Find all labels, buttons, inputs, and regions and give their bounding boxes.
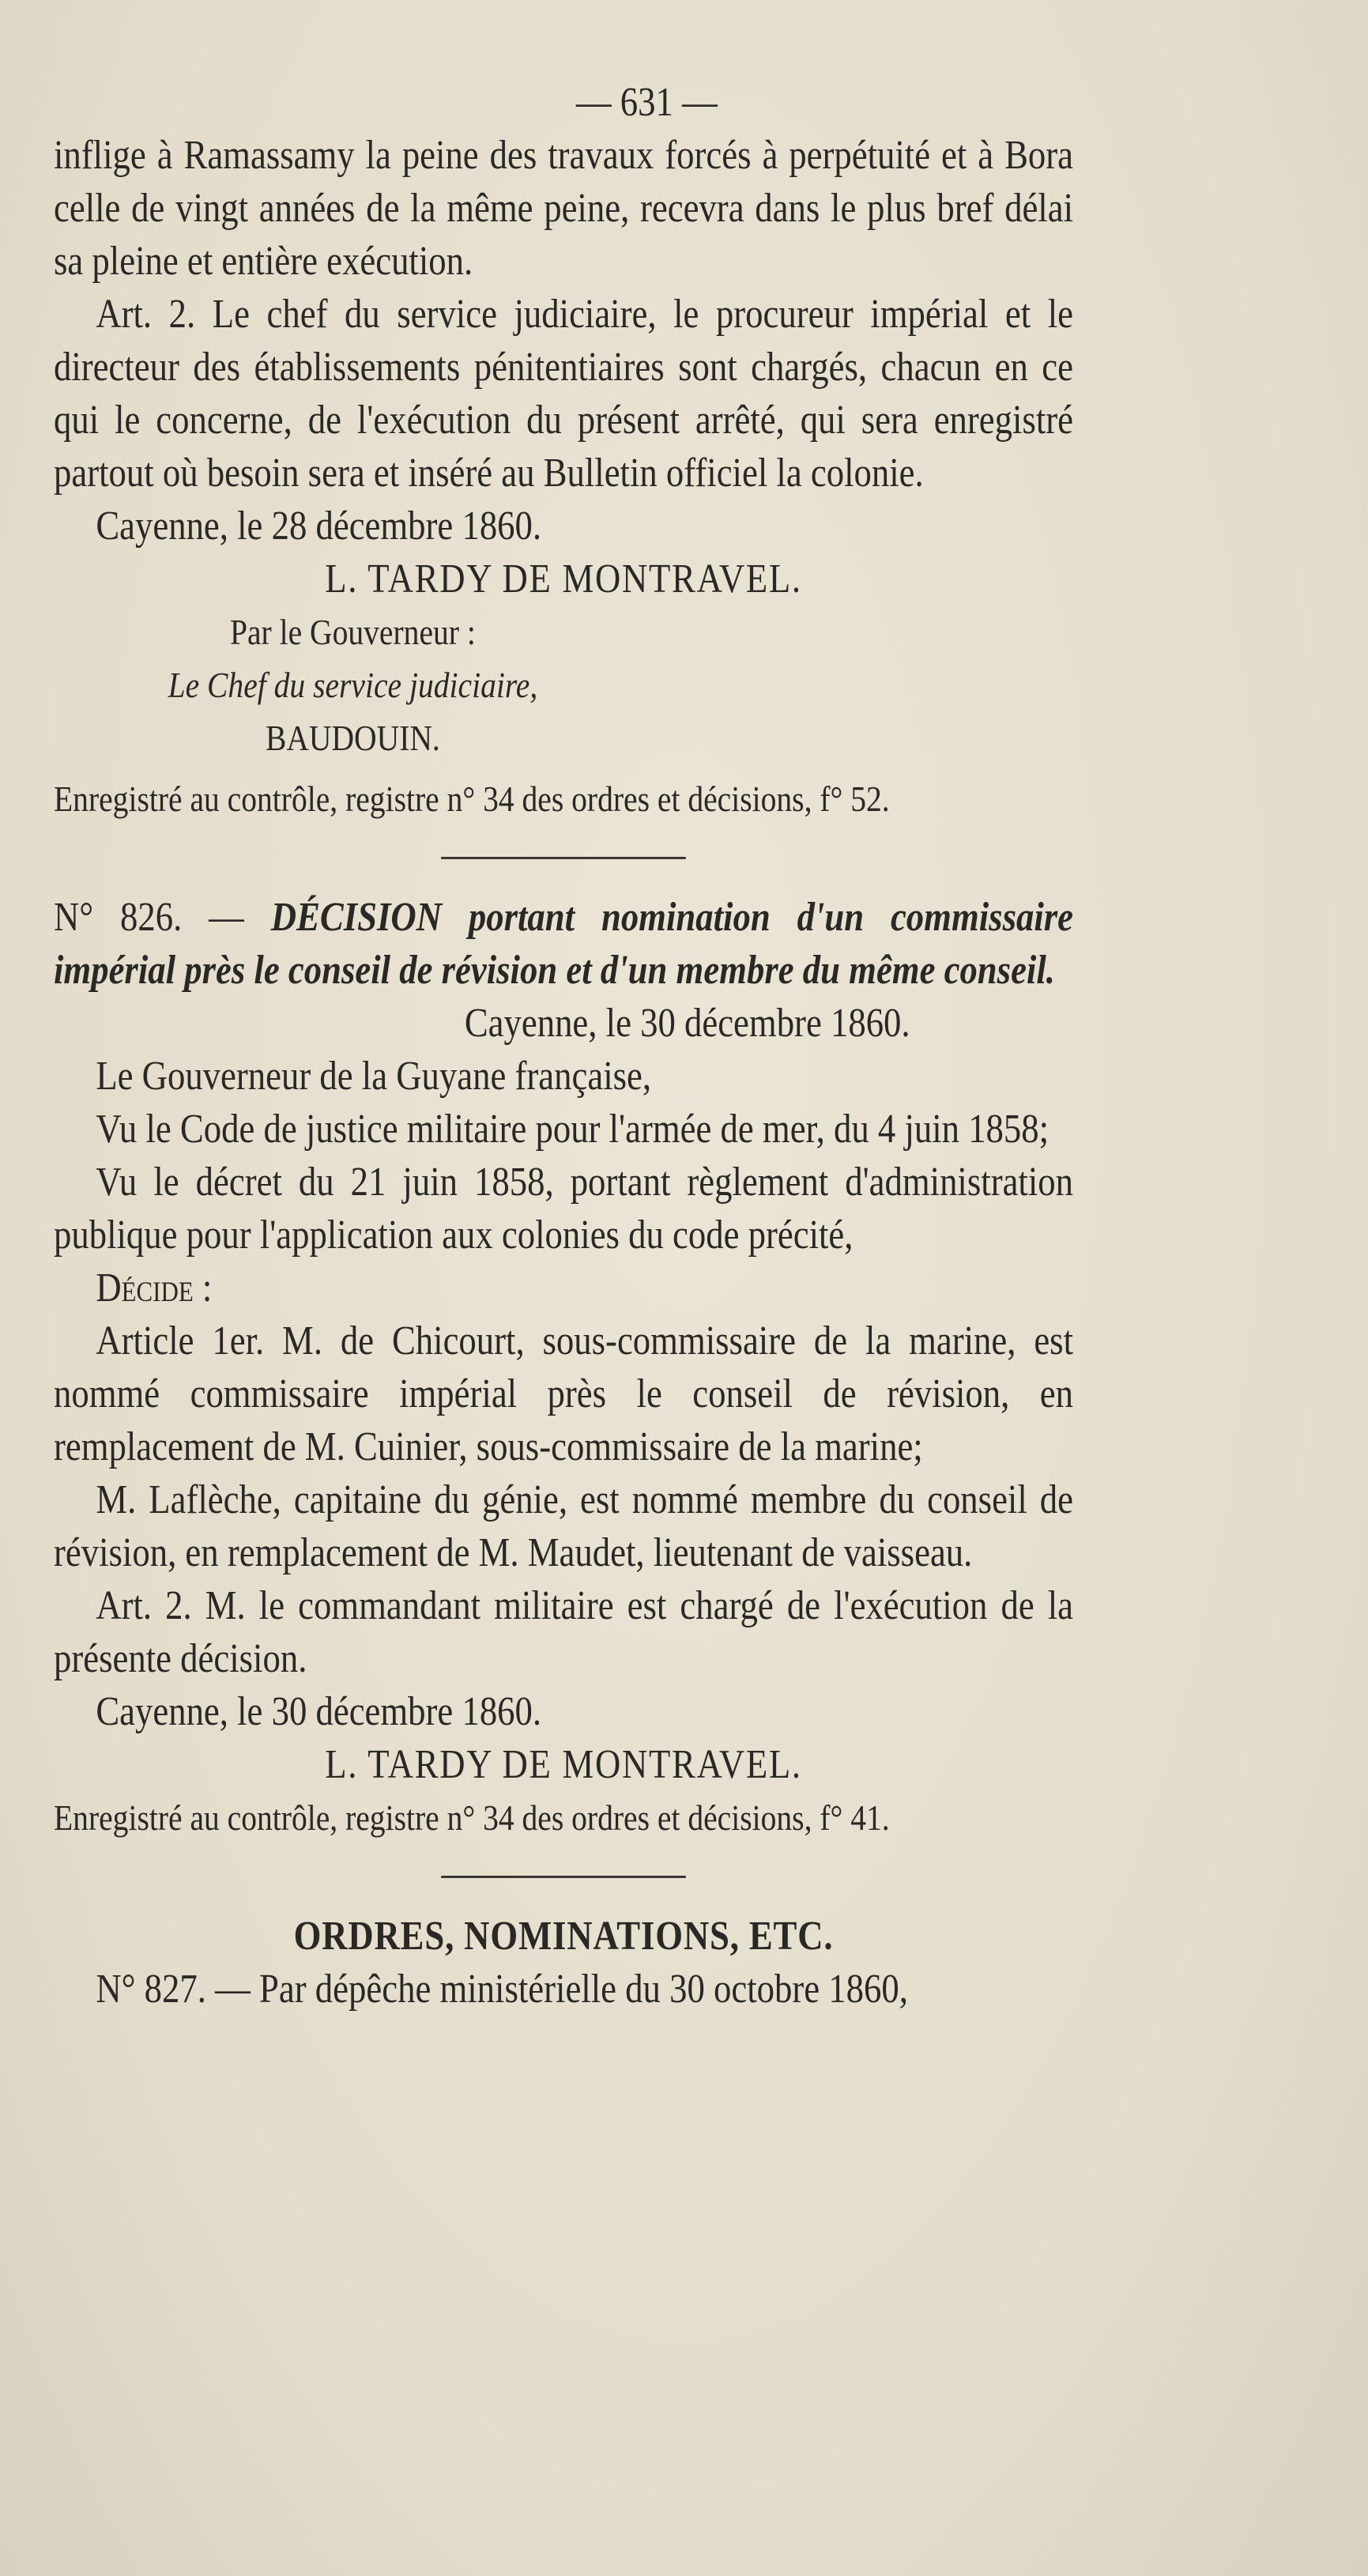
chef-service-judiciaire: Le Chef du service judiciaire, bbox=[168, 665, 538, 705]
article-1: Article 1er. M. de Chicourt, sous-commissaire de la marine, est nommé commissaire impérial près le conseil de révision, en remplacement de M. Cuinier, sous-commissaire de la marine; bbox=[54, 1318, 1074, 1469]
arrete-article-2: Art. 2. Le chef du service judiciaire, le procureur impérial et le directeur des établissements pénitentiaires sont chargés, chacun en ce qui le concerne, de l'exécution du présent arrêté, qui sera enregistré partout où besoin sera et inséré au Bulletin officiel la colonie. bbox=[54, 292, 1074, 496]
decision-registry-note: Enregistré au contrôle, registre n° 34 des ordres et décisions, f° 41. bbox=[54, 1797, 890, 1838]
decision-title: DÉCISION portant nomination d'un commissaire impérial près le conseil de révision et d'un membre du même conseil. bbox=[54, 895, 1074, 993]
article-1-laflèche: M. Laflèche, capitaine du génie, est nommé membre du conseil de révision, en remplacement de M. Maudet, lieutenant de vaisseau. bbox=[54, 1477, 1074, 1575]
decision-dateline: Cayenne, le 30 décembre 1860. bbox=[464, 1001, 910, 1046]
section-heading: ORDRES, NOMINATIONS, ETC. bbox=[293, 1914, 834, 1959]
gouverneur-line: Le Gouverneur de la Guyane française, bbox=[96, 1054, 652, 1099]
decision-number: N° 826. — bbox=[54, 895, 244, 940]
page-content bbox=[54, 76, 1073, 2016]
page-number: — 631 — bbox=[575, 80, 718, 125]
vu-code-justice: Vu le Code de justice militaire pour l'armée de mer, du 4 juin 1858; bbox=[96, 1107, 1050, 1152]
decision-date: Cayenne, le 30 décembre 1860. bbox=[96, 1689, 542, 1734]
divider-rule bbox=[441, 857, 686, 859]
divider-rule-2 bbox=[441, 1876, 686, 1878]
decide-label: Décide : bbox=[96, 1265, 213, 1311]
n827-line: N° 827. — Par dépêche ministérielle du 30 octobre 1860, bbox=[96, 1967, 908, 2012]
decision-signature: L. TARDY DE MONTRAVEL. bbox=[325, 1742, 802, 1787]
par-le-gouverneur: Par le Gouverneur : bbox=[229, 612, 476, 652]
chef-name: BAUDOUIN. bbox=[265, 718, 440, 758]
arrete-date: Cayenne, le 28 décembre 1860. bbox=[96, 504, 542, 549]
arrete-registry-note: Enregistré au contrôle, registre n° 34 des ordres et décisions, f° 52. bbox=[54, 779, 890, 819]
article-2: Art. 2. M. le commandant militaire est chargé de l'exécution de la présente décision. bbox=[54, 1583, 1074, 1681]
decision-header bbox=[54, 891, 1073, 997]
vu-decret: Vu le décret du 21 juin 1858, portant règlement d'administration publique pour l'application aux colonies du code précité, bbox=[54, 1160, 1074, 1258]
arrete-closing-paragraph: inflige à Ramassamy la peine des travaux forcés à perpétuité et à Bora celle de vingt années de la même peine, recevra dans le plus bref délai sa pleine et entière exécution. bbox=[54, 133, 1073, 284]
arrete-signature: L. TARDY DE MONTRAVEL. bbox=[325, 556, 802, 602]
